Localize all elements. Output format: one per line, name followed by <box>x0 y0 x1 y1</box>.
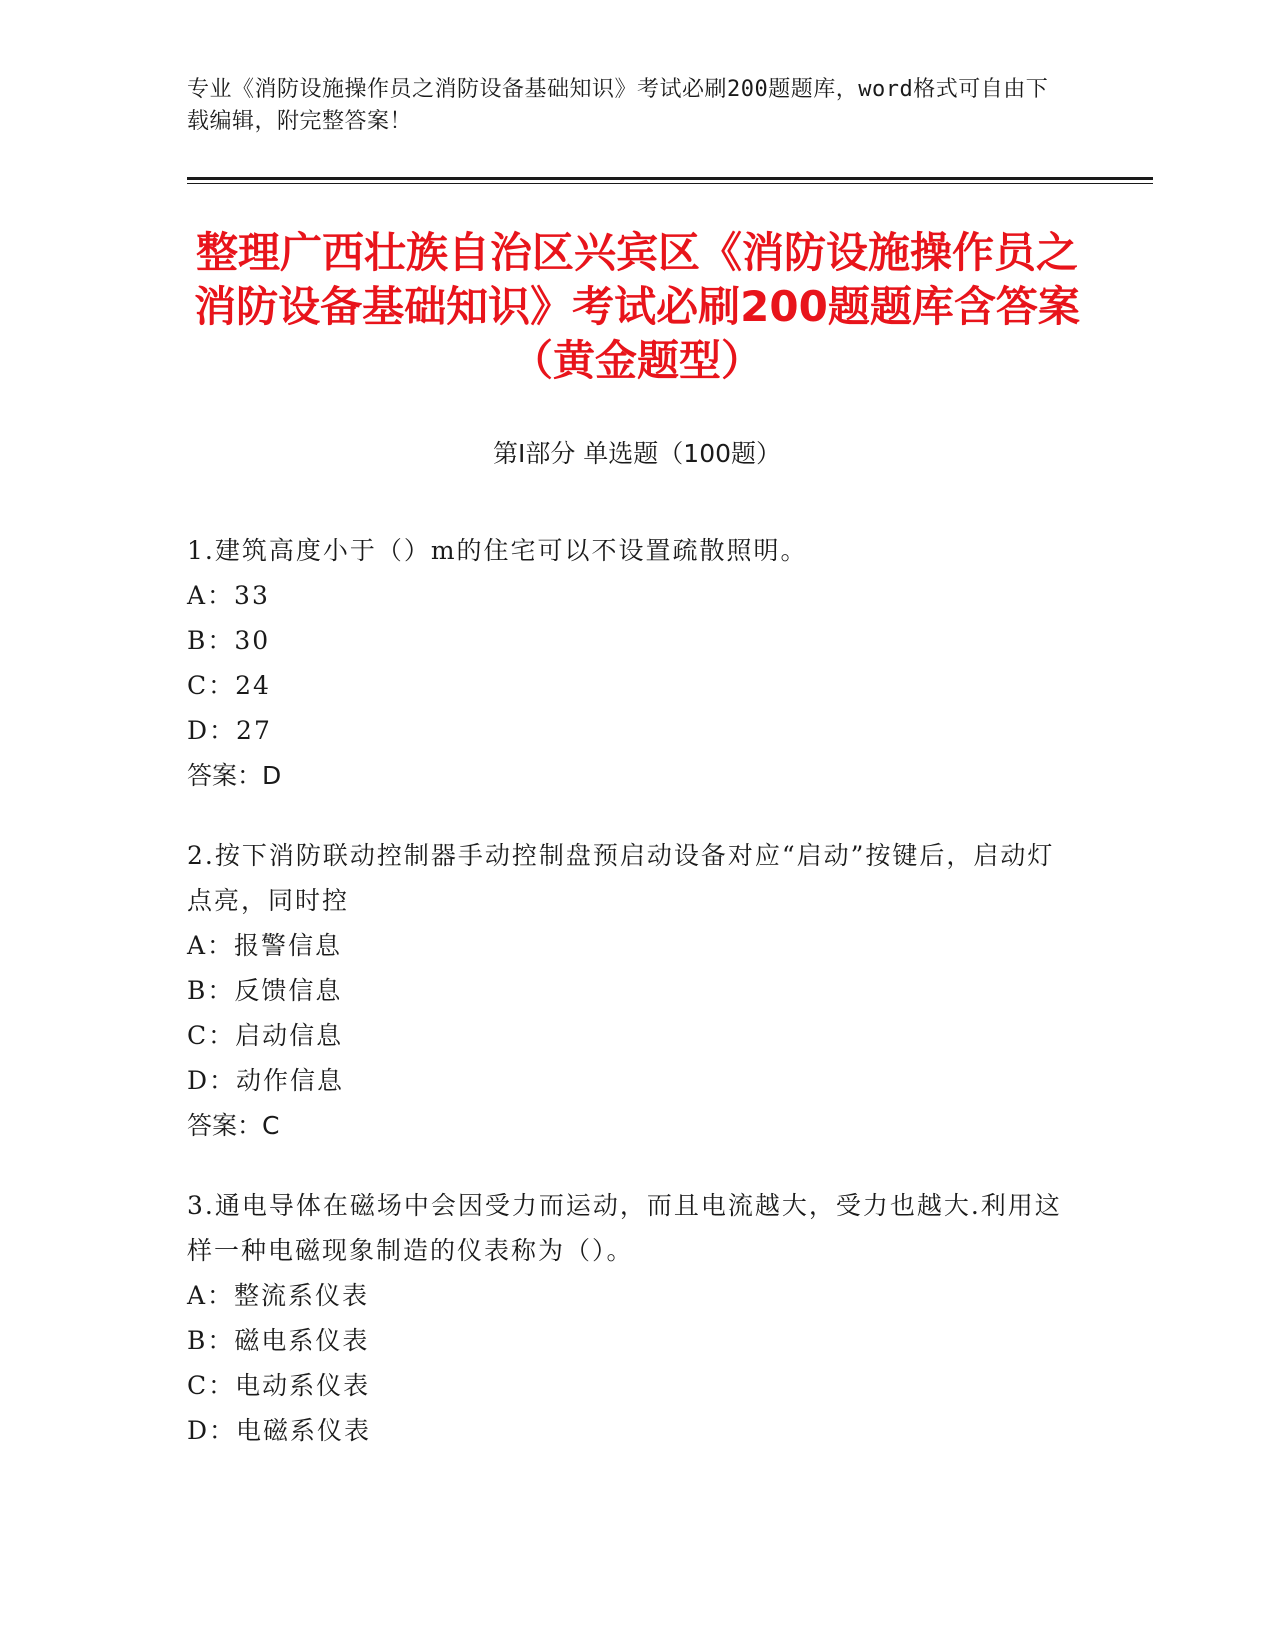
option-a: A：33 <box>187 581 270 610</box>
question-text: 1.建筑高度小于（）m的住宅可以不设置疏散照明。 <box>187 536 808 565</box>
question-text: 2.按下消防联动控制器手动控制盘预启动设备对应“启动”按键后，启动灯点亮，同时控 <box>187 841 1055 915</box>
option-d: D：电磁系仪表 <box>187 1416 372 1445</box>
option-c: C：24 <box>187 671 271 700</box>
section-heading: 第Ⅰ部分 单选题（100题） <box>492 439 782 468</box>
option-d: D：动作信息 <box>187 1066 345 1095</box>
question-2 <box>187 833 1067 1148</box>
option-a: A：整流系仪表 <box>187 1281 370 1310</box>
answer: 答案：D <box>187 761 282 790</box>
option-a: A：报警信息 <box>187 931 343 960</box>
question-1 <box>187 528 1067 798</box>
question-text: 3.通电导体在磁场中会因受力而运动，而且电流越大，受力也越大.利用这样一种电磁现象制造的仪表称为（）。 <box>187 1191 1062 1265</box>
option-d: D：27 <box>187 716 272 745</box>
header-note: 专业《消防设施操作员之消防设备基础知识》考试必刷200题题库，word格式可自由下载编辑，附完整答案！ <box>187 77 1049 134</box>
option-c: C：启动信息 <box>187 1021 344 1050</box>
option-b: B：30 <box>187 626 271 655</box>
option-b: B：反馈信息 <box>187 976 343 1005</box>
question-3 <box>187 1183 1067 1453</box>
option-b: B：磁电系仪表 <box>187 1326 370 1355</box>
question-list <box>187 528 1067 1488</box>
document-title: 整理广西壮族自治区兴宾区《消防设施操作员之消防设备基础知识》考试必刷200题题库含答案（黄金题型） <box>194 228 1080 385</box>
option-c: C：电动系仪表 <box>187 1371 371 1400</box>
answer: 答案：C <box>187 1111 280 1140</box>
header-divider-thin <box>187 183 1153 184</box>
header-divider-thick <box>187 177 1153 180</box>
